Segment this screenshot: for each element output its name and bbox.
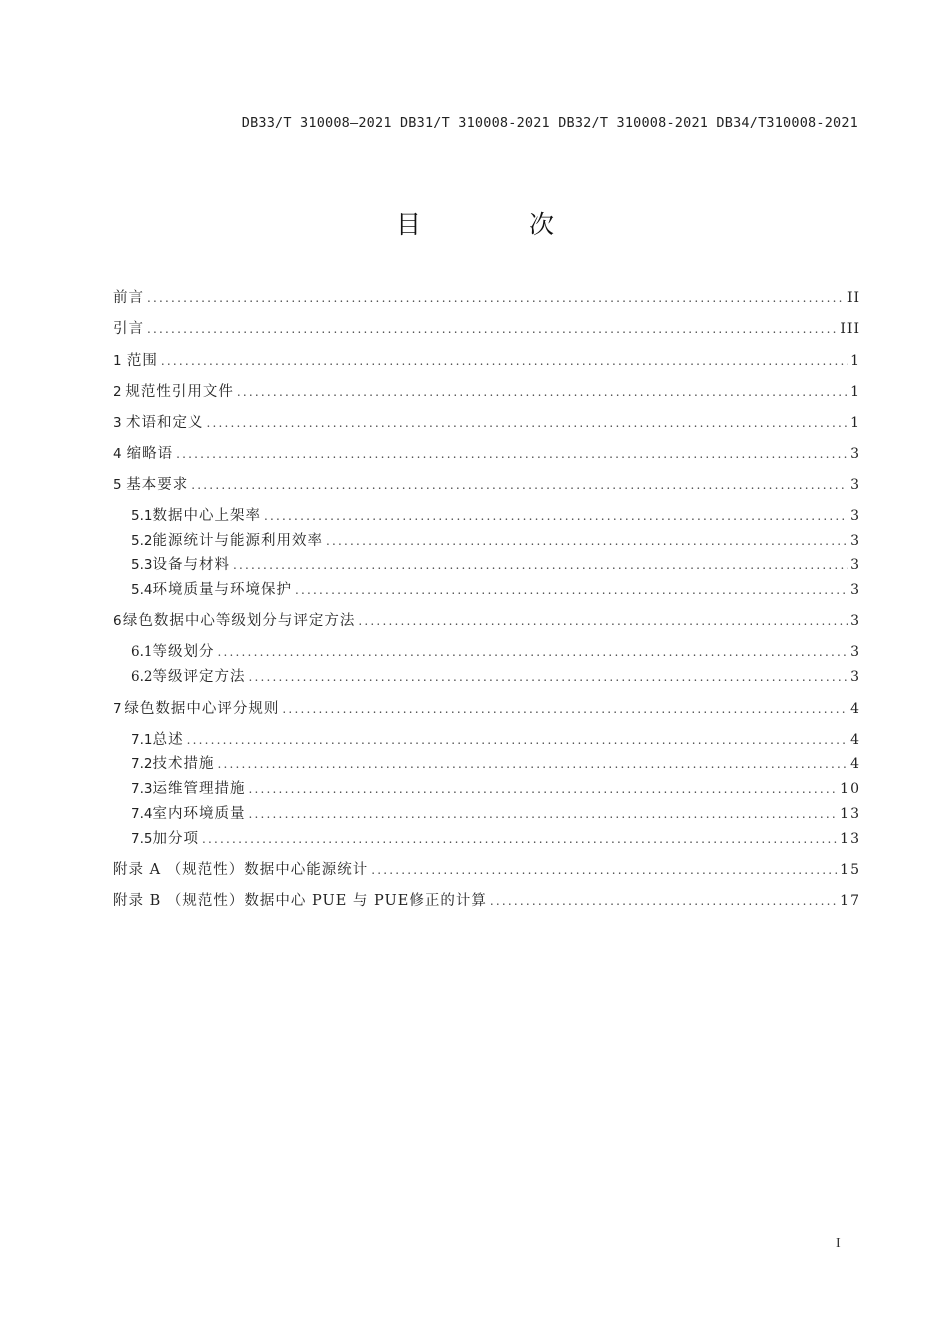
- standard-number-header: DB33/T 310008—2021 DB31/T 310008-2021 DB32/T 310008-2021 DB34/T310008-2021: [241, 115, 858, 131]
- toc-entry-label: 数据中心上架率: [152, 508, 261, 524]
- toc-entry-foreword[interactable]: [113, 287, 860, 309]
- toc-leader-dots: [326, 530, 848, 552]
- toc-entry-page: 3: [850, 533, 860, 549]
- toc-entry-3[interactable]: [113, 412, 860, 434]
- toc-entry-number: 5.2: [131, 533, 153, 549]
- toc-entry-label: 室内环境质量: [152, 806, 246, 822]
- toc-entry-number: 1: [113, 353, 122, 369]
- toc-entry-page: 15: [840, 862, 860, 878]
- toc-entry-7[interactable]: [113, 698, 860, 720]
- toc-leader-dots: [264, 505, 848, 527]
- toc-entry-5-2[interactable]: [131, 530, 860, 552]
- toc-entry-5-3[interactable]: [131, 554, 860, 576]
- toc-entry-page: 3: [850, 557, 860, 573]
- toc-entry-number: 5.3: [131, 557, 153, 573]
- toc-entry-1[interactable]: [113, 350, 860, 372]
- toc-leader-dots: [187, 729, 849, 751]
- toc-entry-label: 规范性引用文件: [125, 384, 234, 400]
- toc-entry-page: 3: [850, 582, 860, 598]
- toc-entry-page: 13: [840, 831, 860, 847]
- toc-entry-label: 能源统计与能源利用效率: [152, 533, 323, 549]
- toc-entry-7-1[interactable]: [131, 729, 860, 751]
- toc-entry-number: 6.1: [131, 644, 153, 660]
- toc-entry-number: 2: [113, 384, 122, 400]
- toc-entry-number: 7.1: [131, 732, 153, 748]
- toc-leader-dots: [282, 698, 848, 720]
- toc-entry-page: 1: [850, 353, 860, 369]
- toc-entry-7-5[interactable]: [131, 828, 860, 850]
- toc-entry-label: 范围: [126, 353, 158, 369]
- toc-entry-label: 加分项: [152, 831, 199, 847]
- toc-entry-number: 5.4: [131, 582, 153, 598]
- toc-leader-dots: [233, 554, 848, 576]
- toc-entry-label: 绿色数据中心评分规则: [124, 701, 280, 717]
- page-number: I: [836, 1236, 841, 1251]
- toc-entry-number: 7: [113, 701, 122, 717]
- toc-entry-page: 17: [840, 893, 860, 909]
- toc-entry-6-1[interactable]: [131, 641, 860, 663]
- toc-leader-dots: [371, 859, 838, 881]
- toc-entry-label: 附录 A （规范性）数据中心能源统计: [113, 862, 369, 878]
- toc-entry-label: 运维管理措施: [152, 781, 246, 797]
- page-title: 目 次: [396, 210, 604, 239]
- toc-entry-page: 4: [850, 732, 860, 748]
- toc-leader-dots: [217, 753, 848, 775]
- toc-leader-dots: [248, 666, 848, 688]
- toc-entry-number: 7.3: [131, 781, 153, 797]
- toc-leader-dots: [206, 412, 848, 434]
- toc-leader-dots: [248, 778, 838, 800]
- toc-entry-label: 引言: [113, 321, 144, 337]
- toc-entry-6[interactable]: [113, 610, 860, 632]
- toc-leader-dots: [237, 381, 848, 403]
- toc-entry-label: 术语和定义: [125, 415, 204, 431]
- toc-entry-appendix-a[interactable]: [113, 859, 860, 881]
- toc-entry-page: III: [840, 321, 860, 337]
- toc-entry-label: 缩略语: [126, 446, 174, 462]
- toc-entry-label: 技术措施: [152, 756, 215, 772]
- toc-entry-4[interactable]: [113, 443, 860, 465]
- toc-entry-introduction[interactable]: [113, 318, 860, 340]
- toc-entry-5-4[interactable]: [131, 579, 860, 601]
- toc-entry-page: 1: [850, 384, 860, 400]
- toc-leader-dots: [295, 579, 848, 601]
- toc-entry-5[interactable]: [113, 474, 860, 496]
- toc-entry-5-1[interactable]: [131, 505, 860, 527]
- toc-entry-page: 3: [850, 669, 860, 685]
- toc-entry-number: 3: [113, 415, 122, 431]
- toc-leader-dots: [161, 350, 848, 372]
- toc-entry-page: 3: [850, 446, 860, 462]
- toc-entry-number: 7.4: [131, 806, 153, 822]
- toc-entry-page: 4: [850, 756, 860, 772]
- toc-leader-dots: [191, 474, 848, 496]
- toc-entry-7-2[interactable]: [131, 753, 860, 775]
- toc-entry-number: 6: [113, 613, 122, 629]
- toc-entry-label: 基本要求: [126, 477, 189, 493]
- toc-leader-dots: [248, 803, 838, 825]
- toc-entry-number: 5.1: [131, 508, 153, 524]
- toc-entry-number: 6.2: [131, 669, 153, 685]
- toc-leader-dots: [176, 443, 848, 465]
- toc-entry-label: 等级划分: [152, 644, 215, 660]
- toc-entry-page: 4: [850, 701, 860, 717]
- toc-entry-label: 前言: [113, 290, 144, 306]
- toc-entry-page: 3: [850, 613, 860, 629]
- toc-leader-dots: [358, 610, 848, 632]
- toc-leader-dots: [147, 318, 838, 340]
- toc-entry-label: 附录 B （规范性）数据中心 PUE 与 PUE修正的计算: [113, 893, 487, 909]
- toc-entry-page: 3: [850, 477, 860, 493]
- toc-entry-label: 等级评定方法: [152, 669, 246, 685]
- toc-entry-label: 总述: [152, 732, 184, 748]
- toc-entry-page: 3: [850, 644, 860, 660]
- toc-entry-number: 7.2: [131, 756, 153, 772]
- toc-leader-dots: [490, 890, 838, 912]
- toc-entry-page: 1: [850, 415, 860, 431]
- toc-entry-label: 环境质量与环境保护: [152, 582, 292, 598]
- toc-entry-appendix-b[interactable]: [113, 890, 860, 912]
- toc-entry-page: 3: [850, 508, 860, 524]
- toc-entry-number: 4: [113, 446, 122, 462]
- toc-leader-dots: [202, 828, 838, 850]
- toc-entry-number: 5: [113, 477, 122, 493]
- toc-entry-6-2[interactable]: [131, 666, 860, 688]
- toc-leader-dots: [217, 641, 848, 663]
- toc-entry-7-4[interactable]: [131, 803, 860, 825]
- toc-entry-number: 7.5: [131, 831, 153, 847]
- toc-entry-7-3[interactable]: [131, 778, 860, 800]
- toc-entry-2[interactable]: [113, 381, 860, 403]
- toc-entry-page: 13: [840, 806, 860, 822]
- toc-entry-page: 10: [840, 781, 860, 797]
- toc-entry-label: 设备与材料: [152, 557, 230, 573]
- toc-entry-page: II: [846, 290, 860, 306]
- toc-leader-dots: [147, 287, 845, 309]
- toc-entry-label: 绿色数据中心等级划分与评定方法: [122, 613, 356, 629]
